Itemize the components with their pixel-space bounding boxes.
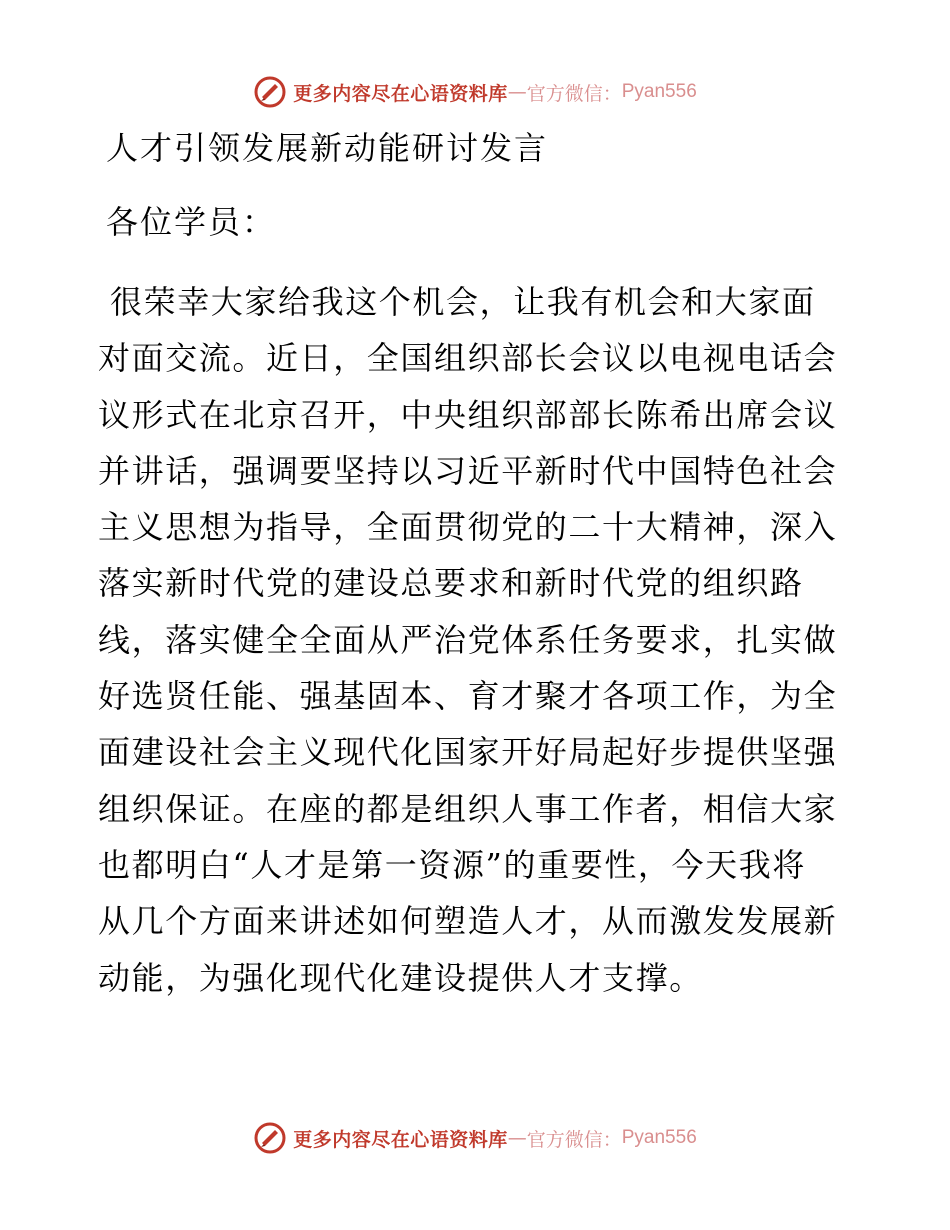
- paragraph-line: 动能，为强化现代化建设提供人才支撑。: [98, 958, 703, 997]
- watermark-main-text: 更多内容尽在心语资料库: [293, 1128, 508, 1151]
- paragraph-line: 对面交流。近日，全国组织部长会议以电视电话会: [98, 339, 838, 378]
- paragraph-line: 并讲话，强调要坚持以习近平新时代中国特色社会: [98, 451, 838, 490]
- watermark-logo-icon: [253, 75, 287, 109]
- paragraph-line: 组织保证。在座的都是组织人事工作者，相信大家: [98, 789, 838, 828]
- watermark-main-text: 更多内容尽在心语资料库: [293, 82, 508, 105]
- document-title: 人才引领发展新动能研讨发言: [106, 129, 549, 167]
- paragraph-line: 面建设社会主义现代化国家开好局起好步提供坚强: [98, 733, 838, 772]
- watermark-logo-icon: [253, 1121, 287, 1155]
- watermark-label: 官方微信：: [526, 1128, 622, 1151]
- paragraph-line: 主义思想为指导，全面贯彻党的二十大精神，深入: [98, 508, 838, 547]
- body-paragraph: [98, 274, 858, 1006]
- paragraph-line: 从几个方面来讲述如何塑造人才，从而激发发展新: [98, 902, 838, 941]
- watermark-dash: —: [507, 81, 527, 103]
- paragraph-line: 好选贤任能、强基固本、育才聚才各项工作，为全: [98, 677, 838, 716]
- watermark-label: 官方微信：: [526, 82, 622, 105]
- paragraph-line: 也都明白“人才是第一资源”的重要性，今天我将: [98, 845, 806, 884]
- paragraph-line: 很荣幸大家给我这个机会，让我有机会和大家面: [110, 283, 816, 321]
- watermark-id: Pyan556: [621, 1127, 697, 1148]
- footer-watermark: [0, 1118, 950, 1158]
- watermark-dash: —: [507, 1127, 527, 1149]
- document-body: [98, 126, 858, 1006]
- paragraph-line: 议形式在北京召开，中央组织部部长陈希出席会议: [98, 395, 838, 434]
- header-watermark: [0, 72, 950, 112]
- paragraph-line: 线，落实健全全面从严治党体系任务要求，扎实做: [98, 620, 838, 659]
- watermark-id: Pyan556: [621, 81, 697, 102]
- salutation: 各位学员：: [106, 203, 277, 241]
- paragraph-line: 落实新时代党的建设总要求和新时代党的组织路: [98, 564, 804, 603]
